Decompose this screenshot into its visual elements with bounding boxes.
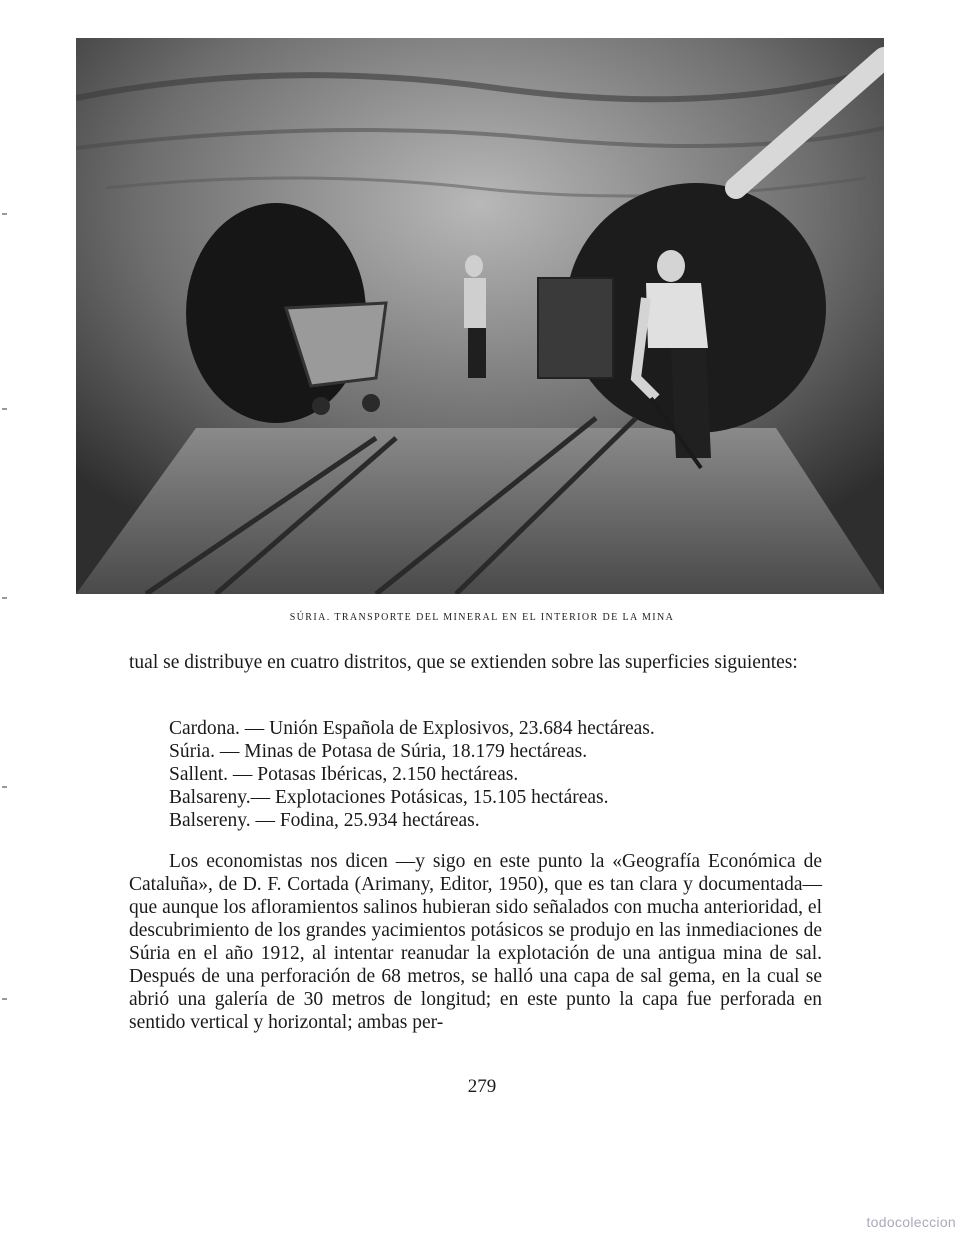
margin-mark <box>2 597 7 599</box>
mine-photo <box>76 38 884 594</box>
district-item-balsereny: Balsereny. — Fodina, 25.934 hectáreas. <box>169 810 480 831</box>
district-item-cardona: Cardona. — Unión Española de Explosivos, 23.684 hectáreas. <box>169 718 655 739</box>
paragraph-1: tual se distribuye en cuatro distritos, que se extienden sobre las superficies siguientes: <box>129 652 798 673</box>
paragraph-2: Los economistas nos dicen —y sigo en este punto la «Geografía Económica de Cataluña», de D. F. Cortada (Arimany, Editor, 1950), que es tan clara y documentada— que aunque los afloramientos salinos hubieran sido señalados con mucha anterioridad, el descubrimiento de los grandes yacimientos potásicos se produjo en las inmediaciones de Súria en el año 1912, al intentar reanudar la explotación de una antigua mina de sal. Después de una perforación de 68 metros, se halló una capa de sal gema, en la cual se abrió una galería de 30 metros de longitud; en este punto la capa fue perforada en sentido vertical y horizontal; ambas per- <box>129 851 822 1033</box>
margin-mark <box>2 998 7 1000</box>
district-item-suria: Súria. — Minas de Potasa de Súria, 18.179 hectáreas. <box>169 741 588 762</box>
margin-mark <box>2 408 7 410</box>
photo-caption: SÚRIA. TRANSPORTE DEL MINERAL EN EL INTERIOR DE LA MINA <box>289 612 675 623</box>
margin-mark <box>2 786 7 788</box>
district-item-balsareny: Balsareny.— Explotaciones Potásicas, 15.105 hectáreas. <box>169 787 609 808</box>
page-number: 279 <box>467 1076 497 1097</box>
district-list <box>169 717 769 832</box>
district-item-sallent: Sallent. — Potasas Ibéricas, 2.150 hectáreas. <box>169 764 519 785</box>
margin-mark <box>2 213 7 215</box>
watermark: todocoleccion <box>866 1214 956 1230</box>
